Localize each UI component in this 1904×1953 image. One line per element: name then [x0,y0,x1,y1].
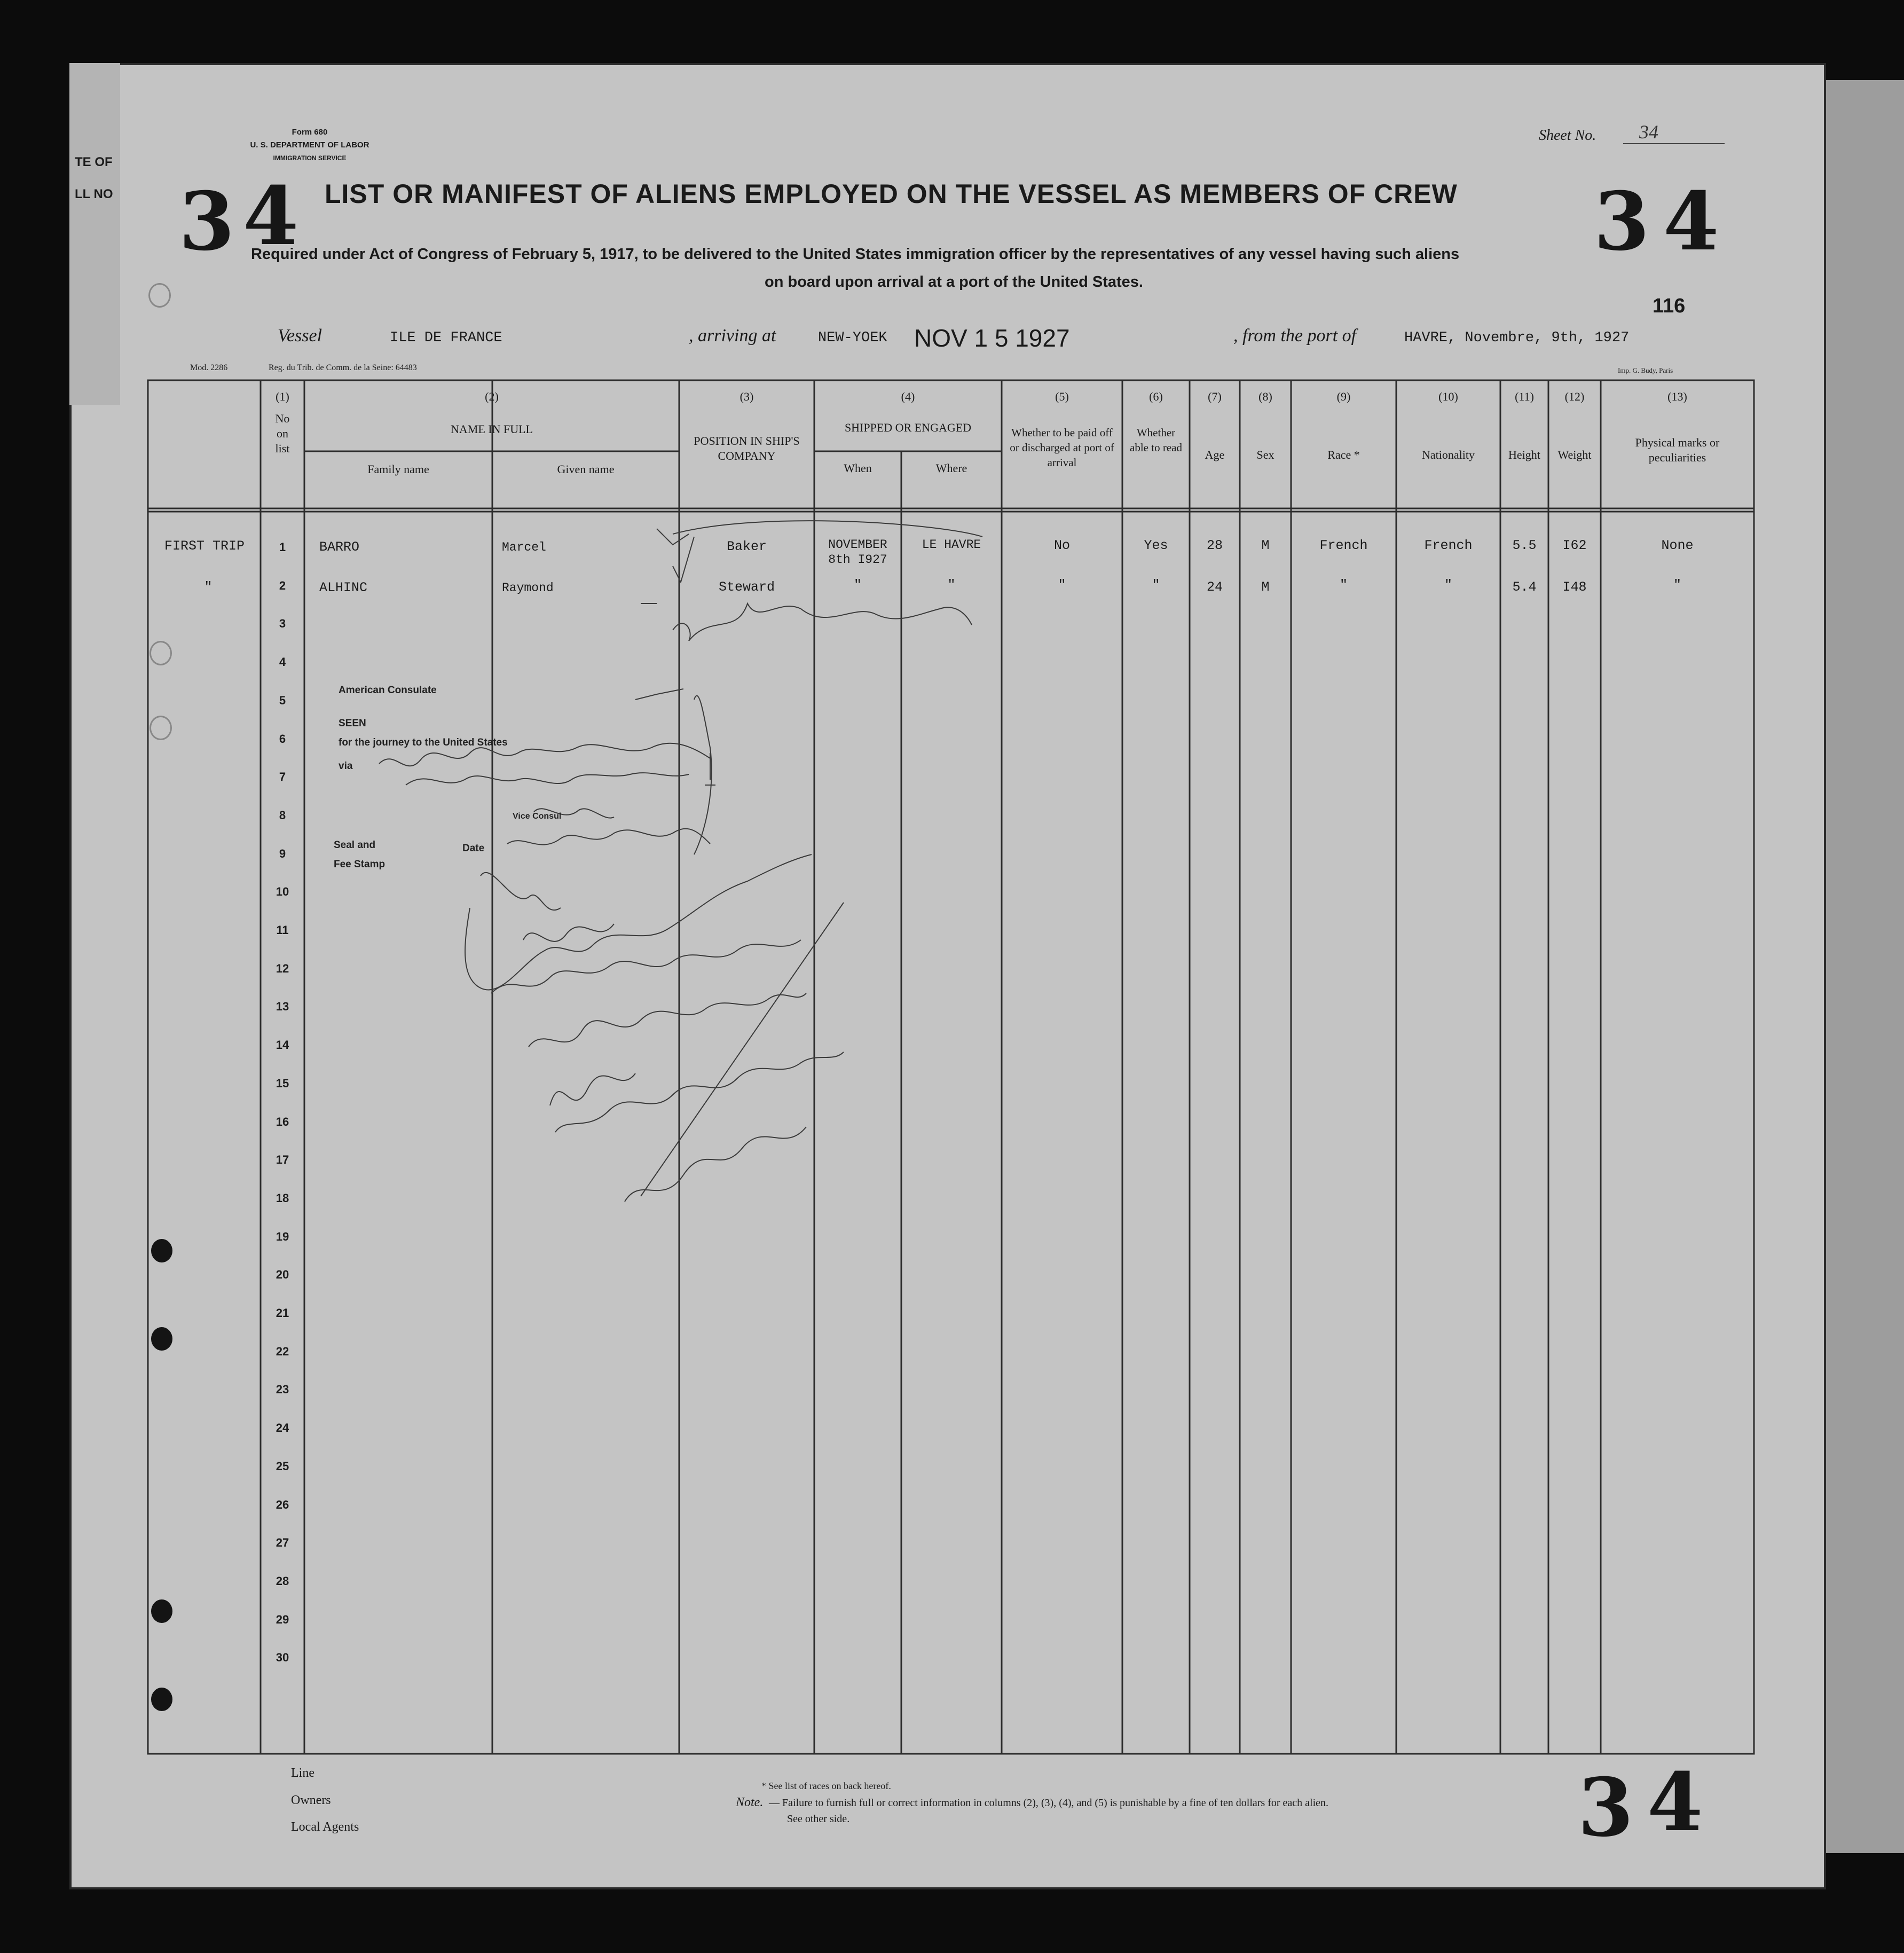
able-to-read: " [1152,577,1160,593]
row-number: 24 [276,1421,289,1434]
stamp-digit: 3 [1594,175,1650,269]
nationality: French [1424,538,1473,553]
col-head-sex: Sex [1256,448,1274,461]
col-head-paid-off: Whether to be paid off or discharged at port of arrival [1010,426,1114,469]
col-num: (4) [901,390,915,403]
col-num: (7) [1208,390,1222,403]
row-number: 26 [276,1498,289,1511]
col-num: (3) [739,390,754,403]
weight: I48 [1562,579,1587,595]
row-number: 14 [276,1038,289,1052]
stamp-digit: 3 [179,175,235,269]
row-number: 20 [276,1268,289,1281]
col-head-weight: Weight [1557,448,1592,461]
sex: M [1261,579,1270,595]
row-number: 15 [276,1077,289,1090]
col-num: (11) [1515,390,1534,403]
row-number: 8 [279,809,286,822]
col-head-marks: Physical marks or peculiarities [1635,436,1720,464]
weight: I62 [1562,538,1587,553]
stamp-digit: 4 [243,169,299,263]
col-num: (13) [1667,390,1687,403]
height: 5.4 [1512,579,1537,595]
row-number: 5 [279,694,286,707]
footer-agents-label: Local Agents [291,1820,359,1834]
department: U. S. DEPARTMENT OF LABOR [250,140,369,150]
col-num: (8) [1258,390,1272,403]
age: 28 [1206,538,1223,553]
via-label: via [339,760,353,772]
races-note: * See list of races on back hereof. [761,1781,891,1791]
nationality: " [1444,577,1452,593]
see-other-side: See other side. [787,1813,850,1825]
row-number: 17 [276,1153,289,1166]
race: French [1319,538,1368,553]
row-number: 29 [276,1613,289,1626]
vessel-label: Vessel [278,326,322,346]
col-num: (5) [1055,390,1069,403]
stamp-digit: 3 [1578,1761,1634,1855]
imprint-printer: Imp. G. Budy, Paris [1618,366,1673,374]
col-head-no-on-list: No on list [275,412,290,455]
row-number: 18 [276,1191,289,1205]
row-number: 1 [279,540,286,554]
col-head-read: Whether able to read [1130,426,1182,454]
row-number: 9 [279,847,286,860]
imprint-reg: Reg. du Trib. de Comm. de la Seine: 64483 [269,363,417,372]
col-num: (10) [1438,390,1458,403]
arrival-date-stamp: NOV 1 5 1927 [914,324,1070,352]
row-number: 11 [276,923,289,937]
arriving-label: , arriving at [689,326,776,346]
position: Steward [718,579,775,595]
paid-off: " [1058,577,1066,593]
row-remark: " [204,579,213,595]
col-head-height: Height [1508,448,1540,461]
row-number: 3 [279,617,286,630]
family-name: ALHINC [319,580,368,595]
row-number: 13 [276,1000,289,1013]
consulate-label: American Consulate [339,685,437,696]
col-num: (12) [1564,390,1585,403]
subtitle: Required under Act of Congress of February 5, 1917, to be delivered to the United States immigration officer by the representatives of any vessel having such aliens [251,246,1460,263]
row-number: 7 [279,770,286,783]
sheet-label: Sheet No. [1539,127,1596,144]
stamp-digit: 4 [1663,175,1719,269]
shipped-where: " [947,577,956,593]
row-number: 19 [276,1230,289,1243]
race: " [1339,577,1348,593]
sheet-number: 34 [1623,121,1725,144]
row-number: 27 [276,1536,289,1549]
row-number: 6 [279,732,286,746]
row-number: 16 [276,1115,289,1128]
from-label: , from the port of [1233,326,1357,346]
row-number: 21 [276,1306,289,1320]
date-label: Date [462,843,485,854]
family-name: BARRO [319,539,360,555]
seen-label: SEEN [339,718,366,729]
row-number: 10 [276,885,289,898]
fee-label: Fee Stamp [334,859,385,870]
shipped-when: " [853,577,862,593]
footer-line-label: Line [291,1766,314,1780]
sex: M [1261,538,1270,553]
imprint-mod: Mod. 2286 [190,363,228,372]
stamp-digit: 4 [1647,1755,1703,1849]
footer-owners-label: Owners [291,1793,331,1807]
consul-label: Vice Consul [513,812,562,821]
col-num: (9) [1336,390,1351,403]
position: Baker [726,539,767,554]
note-text: — Failure to furnish full or correct information in columns (2), (3), (4), and (5) is punishable by a fine of ten dollars for each alien. [769,1797,1329,1809]
col-head-given: Given name [557,462,615,476]
margin-text: LL NO [75,187,113,201]
row-number: 23 [276,1383,289,1396]
shipped-when: 8th I927 [828,553,887,567]
row-number: 28 [276,1574,289,1588]
document-title: LIST OR MANIFEST OF ALIENS EMPLOYED ON THE VESSEL AS MEMBERS OF CREW [325,179,1458,209]
margin-text: TE OF [75,155,113,169]
physical-marks: " [1673,577,1681,593]
col-head-name: NAME IN FULL [451,422,533,436]
age: 24 [1206,579,1223,595]
col-head-shipped: SHIPPED OR ENGAGED [844,421,972,434]
shipped-where: LE HAVRE [922,538,981,552]
col-num: (1) [276,390,289,403]
row-number: 22 [276,1345,289,1358]
arriving-port: NEW-YOEK [818,330,887,346]
height: 5.5 [1512,538,1537,553]
row-number: 12 [276,962,289,975]
col-head-age: Age [1205,448,1225,461]
vessel-name: ILE DE FRANCE [390,330,502,346]
subtitle: on board upon arrival at a port of the United States. [765,273,1143,291]
row-number: 30 [276,1651,289,1664]
col-head-when: When [844,461,872,475]
journey-label: for the journey to the United States [339,737,508,748]
col-num: (6) [1149,390,1163,403]
given-name: Raymond [502,581,554,595]
given-name: Marcel [502,540,546,554]
row-number: 4 [279,655,286,669]
from-port: HAVRE, Novembre, 9th, 1927 [1404,330,1630,346]
col-head-race: Race * [1327,448,1360,461]
form-number: Form 680 [292,128,328,137]
col-head-nationality: Nationality [1422,448,1475,461]
row-number: 25 [276,1460,289,1473]
col-head-family: Family name [367,462,429,476]
able-to-read: Yes [1144,538,1168,553]
seal-label: Seal and [334,840,376,851]
shipped-when: NOVEMBER [828,538,887,552]
row-number: 2 [279,579,286,592]
note-label: Note. [736,1795,764,1809]
col-num: (2) [485,390,499,403]
page-number: 116 [1653,295,1686,317]
row-remark: FIRST TRIP [164,538,245,554]
physical-marks: None [1661,538,1694,553]
service: IMMIGRATION SERVICE [273,154,347,162]
col-head-where: Where [935,461,967,475]
paid-off: No [1053,538,1070,553]
col-head-position: POSITION IN SHIP'S COMPANY [694,434,800,462]
